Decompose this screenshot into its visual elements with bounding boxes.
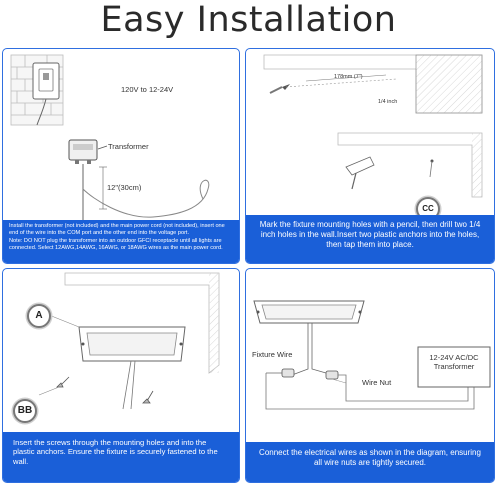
- caption-text: Connect the electrical wires as shown in the diagram, ensuring all wire nuts are tightly secured.: [259, 448, 481, 467]
- step-caption: [3, 220, 239, 263]
- wire-nut-label: Wire Nut: [362, 378, 392, 387]
- step-panel-transformer: [2, 48, 240, 264]
- cable-length-label: 12"(30cm): [107, 183, 142, 192]
- transformer-box-label: 12-24V AC/DC Transformer: [429, 353, 479, 371]
- transformer-illustration: [3, 49, 240, 222]
- hole-size-label: 1/4 inch: [378, 99, 398, 105]
- anchor-badge: CC: [416, 197, 440, 221]
- step-caption: [246, 442, 494, 482]
- voltage-label: 120V to 12-24V: [121, 85, 174, 94]
- fixture-wire-label: Fixture Wire: [252, 350, 293, 359]
- step-bb-badge: BB: [13, 399, 37, 423]
- transformer-label: Transformer: [108, 142, 149, 151]
- mounting-illustration: [3, 269, 240, 434]
- step-panel-drill: [245, 48, 495, 264]
- step-panel-mount: [2, 268, 240, 483]
- drilling-illustration: [246, 49, 495, 217]
- spacing-label: 178mm (7"): [334, 74, 363, 80]
- caption-main: Install the transformer (not included) and the main power cord (not included), insert one end of the wire into the COM port and the other end into the voltage port.: [9, 223, 225, 236]
- page-title: Easy Installation: [100, 0, 397, 40]
- caption-note: Note: DO NOT plug the transformer into an outdoor GFCI receptacle until all lights are connected. Select 12AWG,14AWG, 16AWG, or 18AWG wires as the main power cord.: [9, 237, 223, 251]
- step-a-badge: A: [27, 304, 51, 328]
- step-panel-wiring: [245, 268, 495, 483]
- step-caption: [246, 215, 494, 263]
- step-caption: [3, 432, 239, 482]
- caption-text: Mark the fixture mounting holes with a pencil, then drill two 1/4 inch holes in the wall.Insert two plastic anchors into the holes, then tap them into place.: [259, 220, 481, 249]
- caption-text: Insert the screws through the mounting holes and into the plastic anchors. Ensure the fixture is securely fastened to the wall.: [13, 438, 218, 466]
